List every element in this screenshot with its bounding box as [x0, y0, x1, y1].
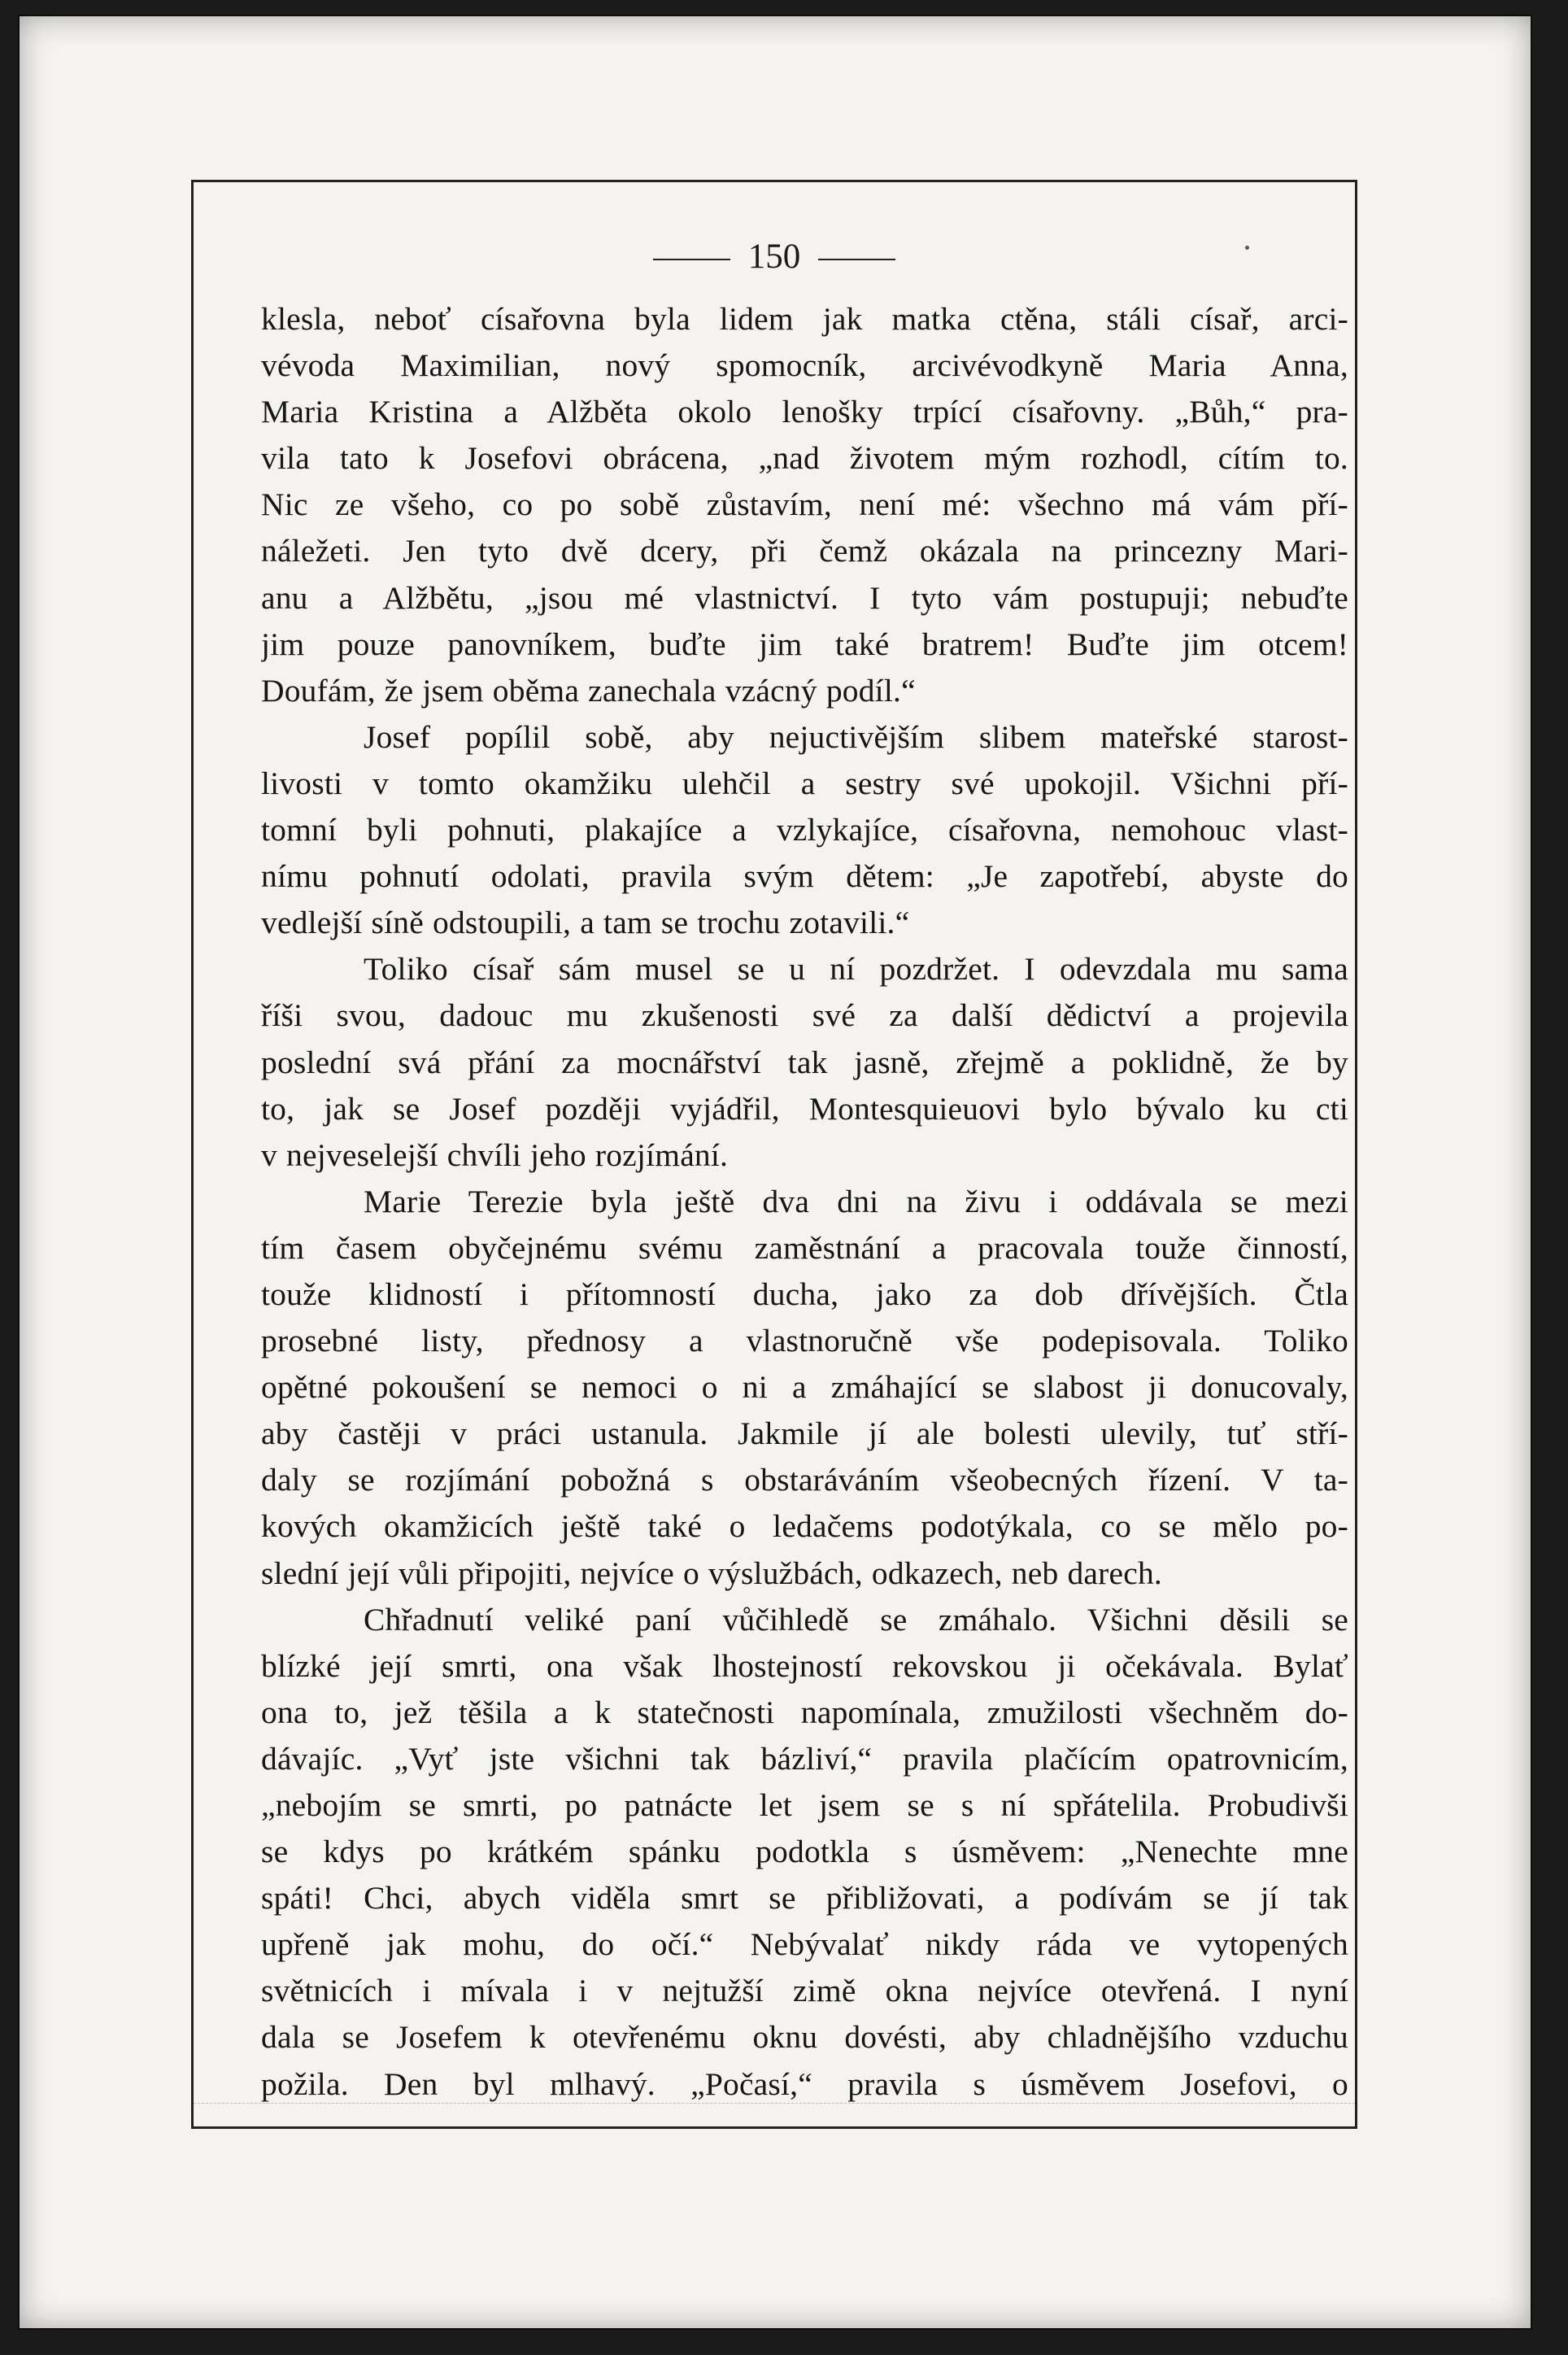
text-line: slední její vůli připojiti, nejvíce o výslužbách, odkazech, neb darech.	[261, 1555, 1163, 1591]
text-line: to, jak se Josef později vyjádřil, Montesquieuovi bylo bývalo ku cti	[261, 1090, 1348, 1127]
text-line: Josef popílil sobě, aby nejuctivějším slibem mateřské starost-	[364, 718, 1348, 755]
body-text	[261, 296, 1348, 2108]
text-line: Maria Kristina a Alžběta okolo lenošky trpící císařovny. „Bůh,“ pra-	[261, 394, 1348, 430]
text-line: prosebné listy, přednosy a vlastnoručně vše podepisovala. Toliko	[261, 1323, 1348, 1359]
text-line: vedlejší síně odstoupili, a tam se trochu zotavili.“	[261, 905, 910, 941]
text-line: se kdys po krátkém spánku podotkla s úsměvem: „Nenechte mne	[261, 1834, 1348, 1870]
text-line: tomní byli pohnuti, plakajíce a vzlykajíce, císařovna, nemohouc vlast-	[261, 812, 1348, 848]
text-line: říši svou, dadouc mu zkušenosti své za další dědictví a projevila	[261, 997, 1348, 1034]
page-number: 150	[747, 238, 801, 276]
print-dot	[1245, 246, 1249, 250]
header-rule-left	[653, 259, 730, 260]
text-line: Chřadnutí veliké paní vůčihledě se zmáhalo. Všichni děsili se	[364, 1601, 1348, 1638]
text-line: spáti! Chci, abych viděla smrt se přibližovati, a podívám se jí tak	[261, 1880, 1348, 1917]
text-line: dávajíc. „Vyť jste všichni tak bázliví,“ pravila plačícím opatrovnicím,	[261, 1740, 1348, 1777]
text-line: daly se rozjímání pobožná s obstaráváním všeobecných řízení. V ta-	[261, 1462, 1348, 1498]
text-line: Toliko císař sám musel se u ní pozdržet. I odevzdala mu sama	[364, 951, 1348, 988]
text-line: dala se Josefem k otevřenému oknu dovésti, aby chladnějšího vzduchu	[261, 2019, 1348, 2056]
text-line: jim pouze panovníkem, buďte jim také bratrem! Buďte jim otcem!	[261, 626, 1348, 662]
text-line: poslední svá přání za mocnářství tak jasně, zřejmě a poklidně, že by	[261, 1044, 1348, 1080]
text-line: vévoda Maximilian, nový spomocník, arcivévodkyně Maria Anna,	[261, 347, 1348, 384]
page-border	[191, 180, 1357, 2129]
text-line: livosti v tomto okamžiku ulehčil a sestry své upokojil. Všichni pří-	[261, 765, 1348, 801]
text-line: tím časem obyčejnému svému zaměstnání a pracovala touže činností,	[261, 1229, 1348, 1266]
text-line: touže klidností i přítomností ducha, jako za dob dřívějších. Čtla	[261, 1276, 1348, 1312]
text-line: požila. Den byl mlhavý. „Počasí,“ pravila s úsměvem Josefovi, o	[261, 2065, 1348, 2102]
text-line: nímu pohnutí odolati, pravila svým dětem: „Je zapotřebí, abyste do	[261, 858, 1348, 895]
text-line: opětné pokoušení se nemoci o ni a zmáhající se slabost ji donucovaly,	[261, 1369, 1348, 1406]
text-line: „nebojím se smrti, po patnácte let jsem se s ní spřátelila. Probudivši	[261, 1787, 1348, 1823]
text-line: náležeti. Jen tyto dvě dcery, při čemž okázala na princezny Mari-	[261, 533, 1348, 569]
text-line: vila tato k Josefovi obrácena, „nad životem mým rozhodl, cítím to.	[261, 440, 1348, 477]
text-line: klesla, neboť císařovna byla lidem jak matka ctěna, stáli císař, arci-	[261, 301, 1348, 337]
header-rule-right	[818, 259, 895, 260]
text-line: upřeně jak mohu, do očí.“ Nebývalať nikdy ráda ve vytopených	[261, 1926, 1348, 1963]
text-line: v nejveselejší chvíli jeho rozjímání.	[261, 1136, 729, 1173]
text-line: Doufám, že jsem oběma zanechala vzácný podíl.“	[261, 672, 916, 709]
bottom-margin-mark	[194, 2103, 1355, 2104]
text-line: blízké její smrti, ona však lhostejností rekovskou ji očekávala. Bylať	[261, 1647, 1348, 1684]
text-line: aby častěji v práci ustanula. Jakmile jí ale bolesti ulevily, tuť stří-	[261, 1415, 1348, 1452]
text-line: Marie Terezie byla ještě dva dni na živu i oddávala se mezi	[364, 1183, 1348, 1219]
text-line: ona to, jež těšila a k statečnosti napomínala, zmužilosti všechněm do-	[261, 1694, 1348, 1730]
text-line: Nic ze všeho, co po sobě zůstavím, není mé: všechno má vám pří-	[261, 486, 1348, 523]
book-page	[18, 15, 1532, 2330]
text-line: kových okamžicích ještě také o ledačems podotýkala, co se mělo po-	[261, 1508, 1348, 1545]
page-header	[194, 239, 1355, 274]
text-line: světnicích i mívala i v nejtužší zimě okna nejvíce otevřená. I nyní	[261, 1973, 1348, 2009]
text-line: anu a Alžbětu, „jsou mé vlastnictví. I tyto vám postupuji; nebuďte	[261, 579, 1348, 616]
